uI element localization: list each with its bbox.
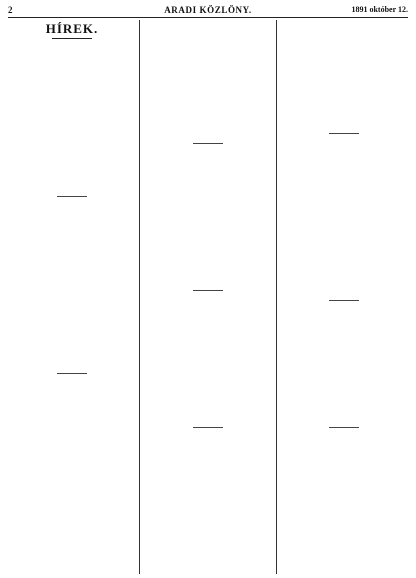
page-number: 2	[8, 5, 13, 15]
article-text-block	[143, 431, 273, 571]
paper-title: ARADI KÖZLÖNY.	[164, 5, 252, 15]
article-separator-rule	[193, 427, 223, 428]
text-column-2	[143, 20, 273, 574]
article-text-block	[143, 294, 273, 424]
column-divider	[276, 20, 277, 574]
issue-date: 1891 október 12.	[351, 5, 408, 14]
article-text-block	[8, 43, 136, 193]
article-text-block	[280, 137, 408, 297]
article-separator-rule	[329, 427, 359, 428]
article-separator-rule	[57, 196, 87, 197]
article-separator-rule	[57, 373, 87, 374]
masthead-rule	[8, 17, 408, 18]
article-separator-rule	[193, 290, 223, 291]
news-section-heading: HÍREK.	[45, 21, 99, 36]
section-heading-rule	[52, 38, 92, 39]
article-text-block	[8, 200, 136, 370]
article-text-block	[280, 20, 408, 130]
article-text-block	[280, 431, 408, 571]
running-head	[8, 4, 408, 16]
text-column-3	[280, 20, 408, 574]
article-text-block	[8, 377, 136, 567]
article-text-block	[143, 147, 273, 287]
article-text-block	[143, 20, 273, 140]
article-separator-rule	[329, 133, 359, 134]
article-separator-rule	[193, 143, 223, 144]
column-divider	[139, 20, 140, 574]
text-column-1	[8, 20, 136, 574]
article-separator-rule	[329, 300, 359, 301]
article-text-block	[280, 304, 408, 424]
